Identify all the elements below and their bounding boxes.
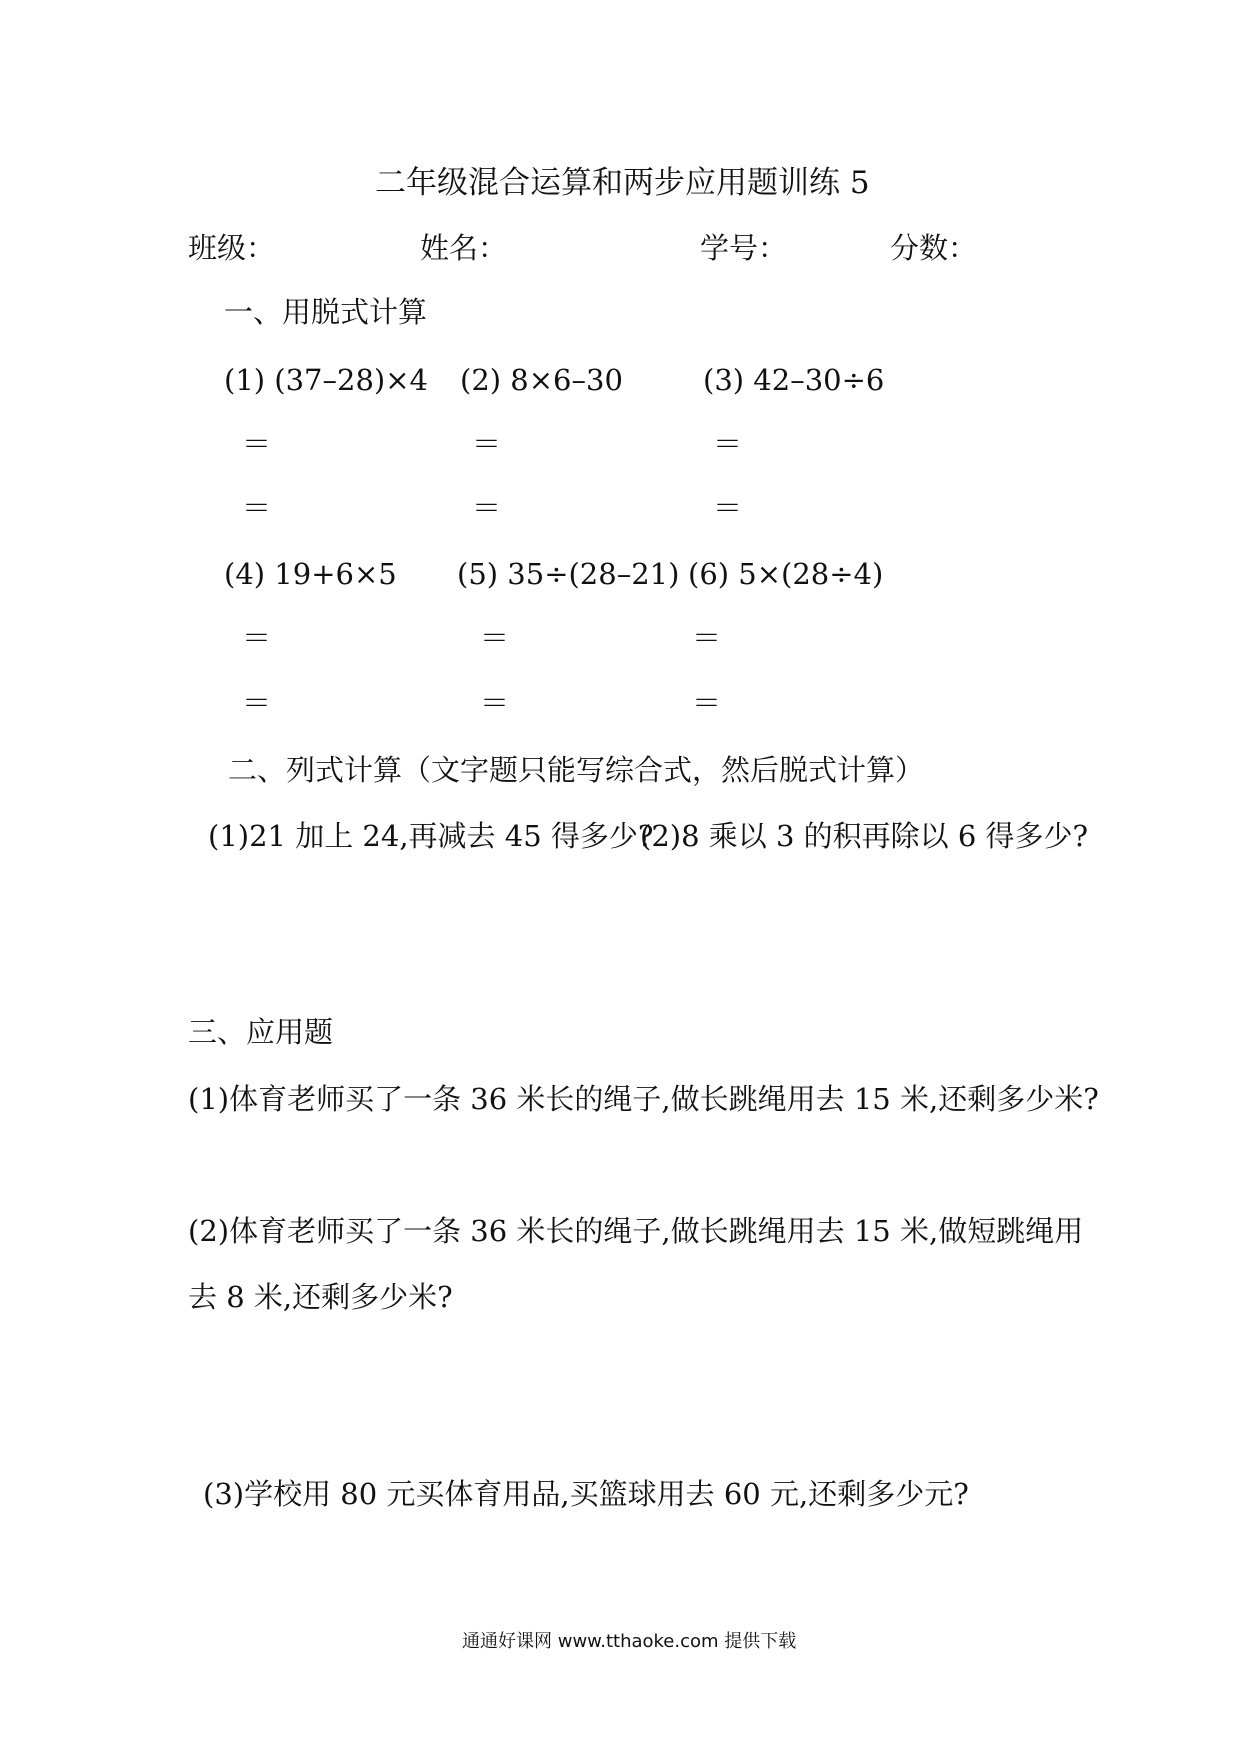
name-label: 姓名： [420, 231, 508, 265]
problem-3: (3) 42–30÷6 [703, 363, 885, 397]
equals-sign: ＝ [472, 491, 502, 525]
problem-5: (5) 35÷(28–21) [457, 557, 680, 591]
class-label: 班级： [188, 231, 276, 265]
page-title: 二年级混合运算和两步应用题训练 5 [375, 165, 870, 201]
section2-heading: 二、列式计算（文字题只能写综合式，然后脱式计算） [228, 753, 925, 787]
equals-sign: ＝ [472, 427, 502, 461]
equals-sign: ＝ [242, 686, 272, 720]
footer-credit: 通通好课网 www.tthaoke.com 提供下载 [462, 1631, 797, 1652]
equals-sign: ＝ [692, 621, 722, 655]
problem-6: (6) 5×(28÷4) [688, 557, 884, 591]
problem-2: (2) 8×6–30 [460, 363, 623, 397]
section1-heading: 一、用脱式计算 [224, 295, 428, 329]
equals-sign: ＝ [692, 686, 722, 720]
equals-sign: ＝ [480, 686, 510, 720]
score-label: 分数： [890, 231, 978, 265]
equals-sign: ＝ [242, 427, 272, 461]
student-number-label: 学号： [700, 231, 788, 265]
section3-question-2-line1: (2)体育老师买了一条 36 米长的绳子,做长跳绳用去 15 米,做短跳绳用 [188, 1214, 1084, 1248]
section3-heading: 三、应用题 [188, 1015, 334, 1049]
equals-sign: ＝ [242, 621, 272, 655]
section3-question-1: (1)体育老师买了一条 36 米长的绳子,做长跳绳用去 15 米,还剩多少米? [188, 1082, 1099, 1116]
equals-sign: ＝ [242, 491, 272, 525]
problem-4: (4) 19+6×5 [224, 557, 397, 591]
section3-question-2-line2: 去 8 米,还剩多少米? [188, 1280, 453, 1314]
section3-question-3: (3)学校用 80 元买体育用品,买篮球用去 60 元,还剩多少元? [203, 1477, 969, 1511]
section2-question-1: (1)21 加上 24,再减去 45 得多少? [208, 819, 654, 853]
section2-question-2: (2)8 乘以 3 的积再除以 6 得多少? [640, 819, 1089, 853]
equals-sign: ＝ [713, 427, 743, 461]
equals-sign: ＝ [480, 621, 510, 655]
equals-sign: ＝ [713, 491, 743, 525]
problem-1: (1) (37–28)×4 [224, 363, 428, 397]
